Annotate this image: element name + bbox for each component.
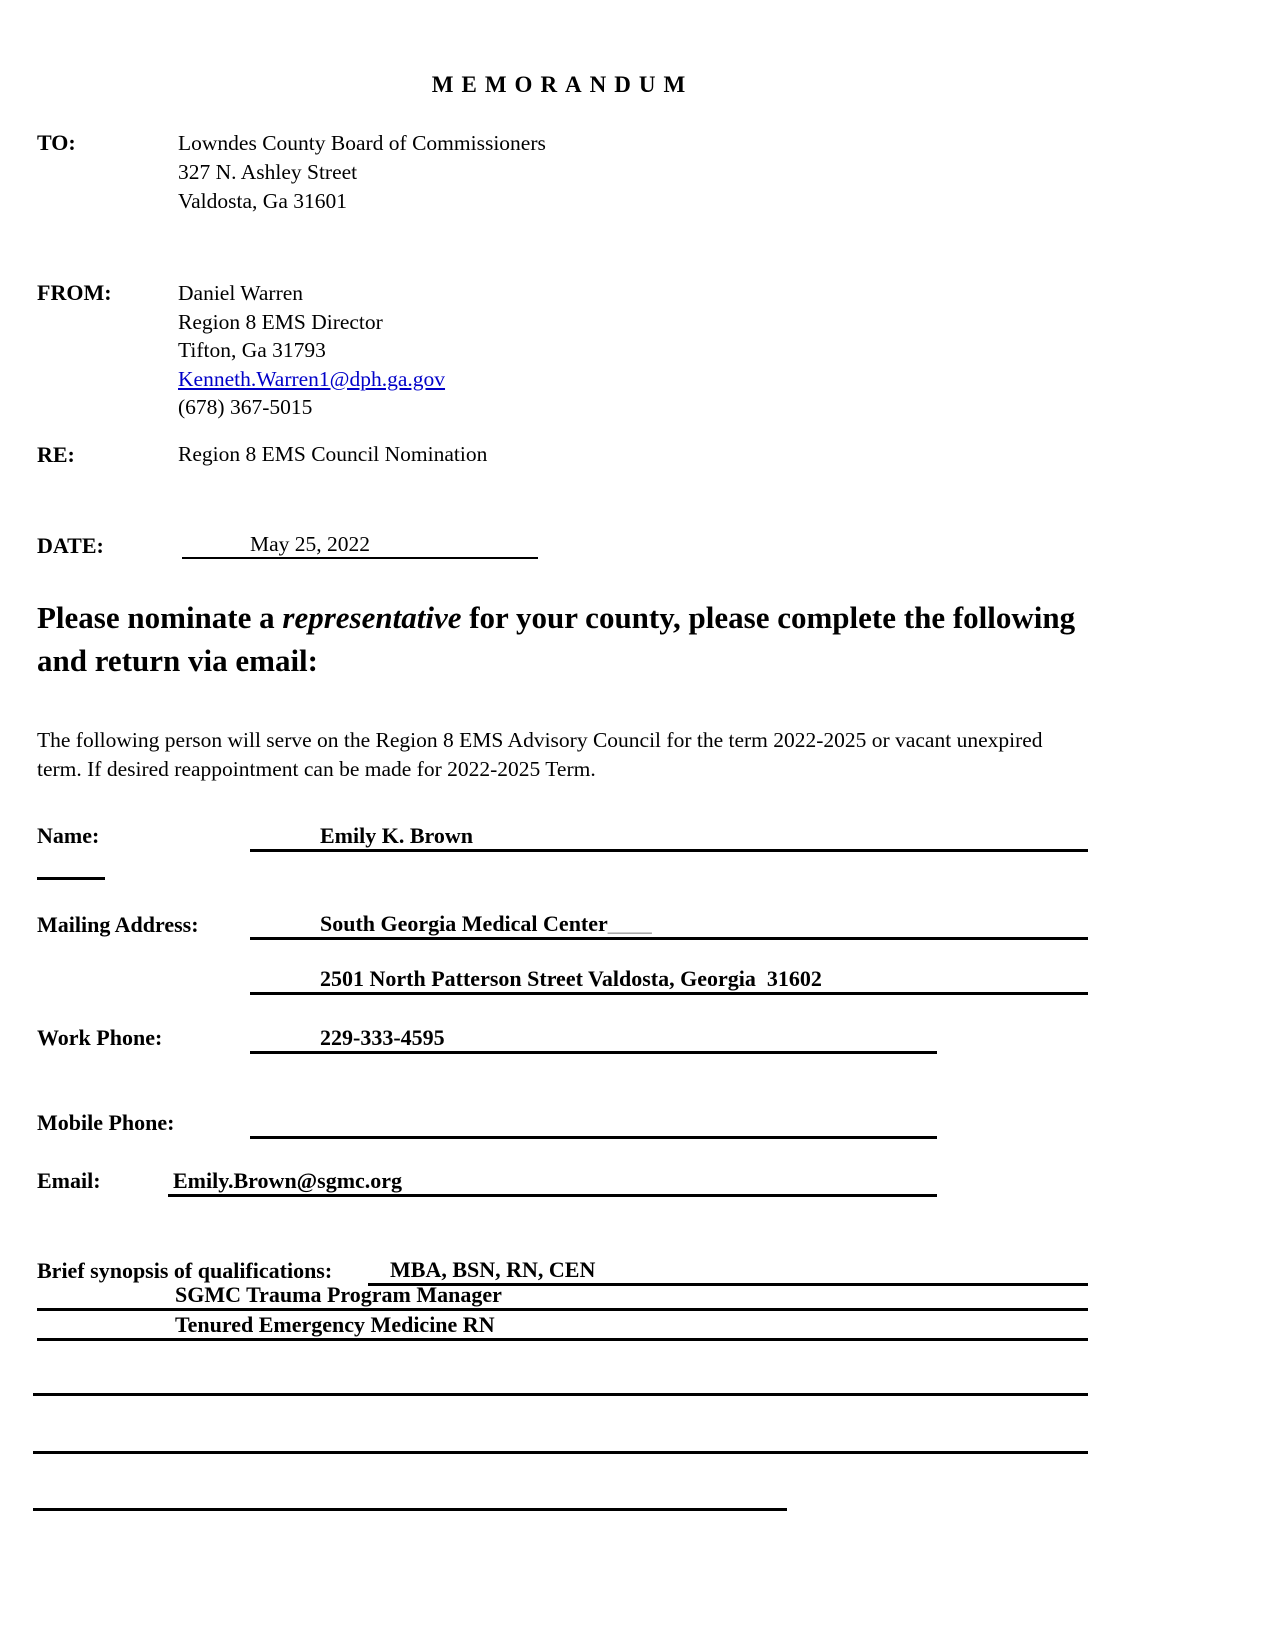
memo-title: MEMORANDUM <box>431 72 694 97</box>
mailing-address-trailing-marks: ____ <box>607 911 652 936</box>
blank-line <box>33 1424 1088 1454</box>
email-field <box>168 1167 937 1197</box>
work-phone-label: Work Phone: <box>37 1025 163 1050</box>
date-field <box>182 531 538 559</box>
blank-line <box>33 1366 1088 1396</box>
qualifications-line2-value: SGMC Trauma Program Manager <box>175 1282 502 1307</box>
to-line-3: Valdosta, Ga 31601 <box>178 189 347 213</box>
mailing-address-value: South Georgia Medical Center <box>320 911 608 936</box>
from-line-1: Daniel Warren <box>178 281 304 305</box>
to-line-2: 327 N. Ashley Street <box>178 160 358 184</box>
name-value: Emily K. Brown <box>320 823 474 848</box>
re-label: RE: <box>37 442 75 467</box>
email-value: Emily.Brown@sgmc.org <box>173 1168 403 1193</box>
heading-italic-word: representative <box>282 600 462 635</box>
qualifications-line2-field <box>37 1281 1088 1311</box>
from-block <box>178 279 445 422</box>
from-label: FROM: <box>37 280 112 305</box>
from-line-3: Tifton, Ga 31793 <box>178 338 326 362</box>
name-label: Name: <box>37 823 100 848</box>
name-field <box>250 822 1088 852</box>
mailing-address-field <box>250 910 1088 940</box>
email-label: Email: <box>37 1168 101 1193</box>
intro-paragraph: The following person will serve on the Region 8 EMS Advisory Council for the term 2022-2025 or vacant unexpired term. If desired reappointment can be made for 2022-2025 Term. <box>37 728 1043 781</box>
work-phone-value: 229-333-4595 <box>320 1025 445 1050</box>
heading-suffix: for your county, please complete the following and return via email: <box>37 600 1076 678</box>
mailing-address-line2-field <box>250 965 1088 995</box>
page-heading <box>37 596 1107 682</box>
to-label: TO: <box>37 130 76 155</box>
to-block <box>178 129 546 216</box>
date-label: DATE: <box>37 533 104 558</box>
mailing-address-label: Mailing Address: <box>37 912 199 937</box>
qualifications-line3-value: Tenured Emergency Medicine RN <box>175 1312 495 1337</box>
blank-stroke <box>37 877 105 880</box>
mobile-phone-label: Mobile Phone: <box>37 1110 175 1135</box>
qualifications-label: Brief synopsis of qualifications: <box>37 1258 333 1283</box>
qualifications-line3-field <box>37 1311 1088 1341</box>
from-phone: (678) 367-5015 <box>178 395 313 419</box>
work-phone-field <box>250 1024 937 1054</box>
mailing-address-line2-value: 2501 North Patterson Street Valdosta, Georgia 31602 <box>320 966 822 991</box>
qualifications-line1-value: MBA, BSN, RN, CEN <box>390 1257 596 1282</box>
to-line-1: Lowndes County Board of Commissioners <box>178 131 546 155</box>
mobile-phone-field <box>250 1109 937 1139</box>
blank-line <box>33 1481 787 1511</box>
heading-prefix: Please nominate a <box>37 600 283 635</box>
from-line-2: Region 8 EMS Director <box>178 309 383 334</box>
re-value: Region 8 EMS Council Nomination <box>178 442 488 466</box>
date-value: May 25, 2022 <box>250 532 371 556</box>
from-email-link[interactable]: Kenneth.Warren1@dph.ga.gov <box>178 366 446 391</box>
